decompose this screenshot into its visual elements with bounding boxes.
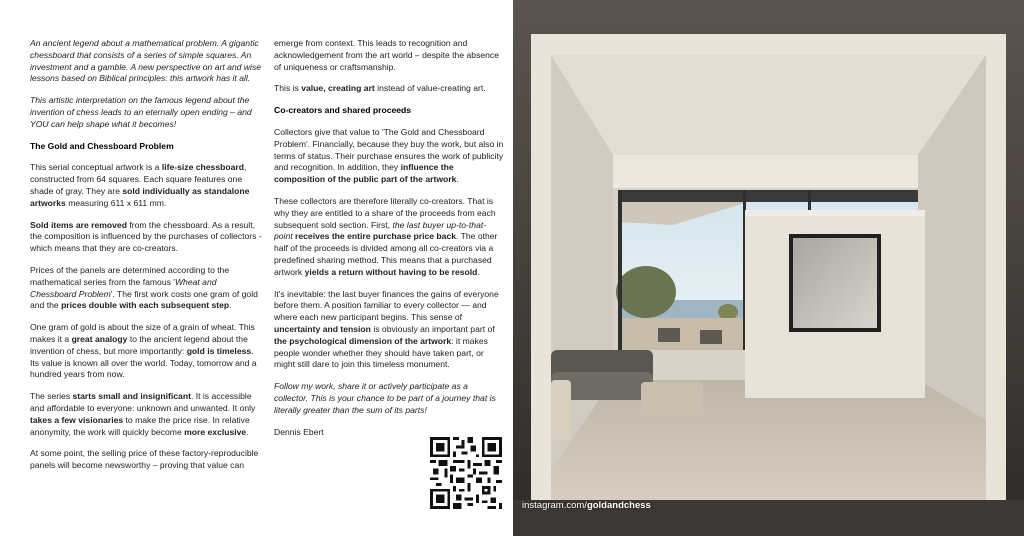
paragraph-sold-items: Sold items are removed from the chessboard. As a result, the composition is influenced by the purchases of collectors - which means that they are co-creators. (30, 219, 262, 254)
instagram-caption[interactable]: instagram.com/goldandchess (522, 500, 651, 511)
paragraph-prices: Prices of the panels are determined according to the mathematical series from the famous 'Wheat and Chessboard Problem'. The first work costs one gram of gold and the prices double with each subsequent step. (30, 264, 258, 311)
left-text-column (30, 38, 262, 482)
paragraph-chessboard: This serial conceptual artwork is a life-size chessboard, constructed from 64 squares. Each square features one shade of gray. They are sold individually as standalone artworks measuring 611 x 611 mm. (30, 162, 250, 208)
signature: Dennis Ebert (274, 426, 324, 437)
intro-paragraph-1: An ancient legend about a mathematical problem. A gigantic chessboard that consists of a series of simple squares. An investment and a gamble. A new perspective on art and wise lessons based on Biblical principles: this artwork has it all. (30, 38, 262, 84)
paragraph-newsworthy: At some point, the selling price of these factory-reproducible panels will become newsworthy – proving that value can (30, 448, 259, 471)
paragraph-value-creating: This is value, creating art instead of value-creating art. (274, 83, 486, 94)
paragraph-proceeds: These collectors are therefore literally co-creators. That is why they are entitled to a share of the proceeds from each subsequent sold section. First, the last buyer up-to-that-point receives the entire purchase price back. The other half of the proceeds is divided among all co-creators via a predefined sharing method. This means that a purchased artwork yields a return without having to be resold. (274, 195, 498, 277)
qr-code[interactable] (430, 437, 502, 509)
paragraph-context: emerge from context. This leads to recognition and acknowledgement from the art world – despite the absence of uniqueness or craftsmanship. (274, 38, 499, 72)
gallery-interior-photo (513, 0, 1024, 536)
section-heading-gold-chessboard: The Gold and Chessboard Problem (30, 140, 174, 151)
paragraph-follow: Follow my work, share it or actively participate as a collector. This is your chance to be part of a journey that is literally greater than the sum of its parts! (274, 381, 496, 415)
intro-paragraph-2: This artistic interpretation on the famous legend about the invention of chess leads to an eternally open ending – and YOU can help shape what it becomes! (30, 95, 252, 129)
paragraph-collectors: Collectors give that value to 'The Gold and Chessboard Problem'. Financially, because they buy the work, but also in terms of status. Their purchase ensures the work of publicity and recognition. In addition, they influence the composition of the public part of the artwork. (274, 126, 504, 185)
paragraph-series-start: The series starts small and insignificant. It is accessible and affordable to everyone: unknown and unwanted. It only takes a few visionaries to make the price rise. In relative anonymity, the work will quickly become more exclusive. (30, 391, 256, 437)
right-text-column (274, 38, 504, 448)
section-heading-cocreators: Co-creators and shared proceeds (274, 105, 412, 116)
paragraph-inevitable: It's inevitable: the last buyer finances the gains of everyone before them. A position familiar to every collector — and where each new participant begins. This sense of uncertainty and tension is obviously an important part of the psychological dimension of the artwork: it makes people wonder whether they should have taken part, or might still dare to join this timeless monument. (274, 288, 499, 370)
paragraph-gold-gram: One gram of gold is about the size of a grain of wheat. This makes it a great analogy to the ancient legend about the invention of chess, but more importantly: gold is timeless. Its value is known all over the world. Today, tomorrow and a hundred years from now. (30, 322, 257, 380)
